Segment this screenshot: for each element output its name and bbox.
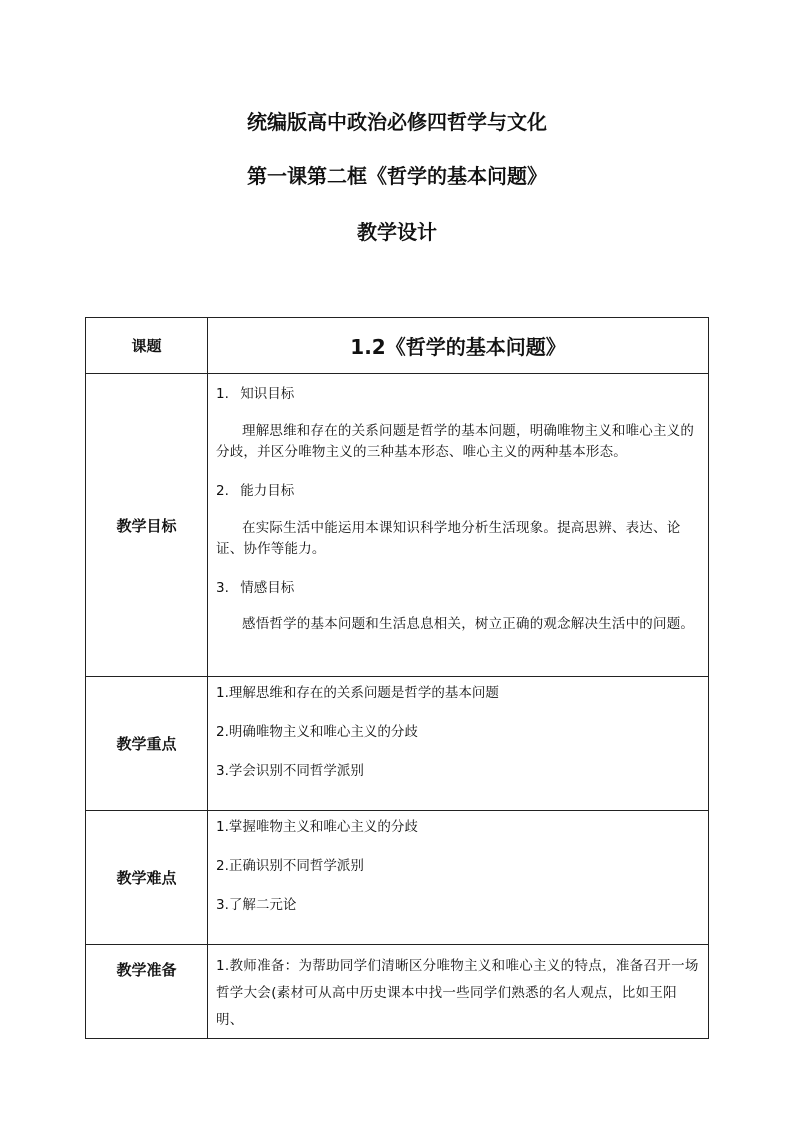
table-row-goals bbox=[86, 374, 709, 677]
difficulties-label: 教学难点 bbox=[86, 811, 208, 945]
list-item: 3.了解二元论 bbox=[216, 896, 297, 913]
goal-title: 知识目标 bbox=[240, 386, 295, 402]
goals-list bbox=[208, 374, 708, 645]
preparation-content bbox=[208, 945, 708, 1038]
goal-heading bbox=[216, 384, 702, 405]
topic-label: 课题 bbox=[86, 318, 208, 374]
table-row-key-points bbox=[86, 677, 709, 811]
goal-title: 情感目标 bbox=[240, 579, 295, 596]
goal-heading bbox=[216, 578, 702, 599]
list-item: 3.学会识别不同哲学派别 bbox=[216, 762, 364, 779]
goal-title: 能力目标 bbox=[240, 482, 295, 499]
goal-number: 3. bbox=[216, 579, 229, 596]
goal-text: 感悟哲学的基本问题和生活息息相关，树立正确的观念解决生活中的问题。 bbox=[242, 616, 695, 633]
difficulties-list bbox=[208, 811, 708, 930]
goal-text: 理解思维和存在的关系问题是哲学的基本问题，明确唯物主义和唯心主义的分歧，并区分唯物主义的三种基本形态、唯心主义的两种基本形态。 bbox=[216, 422, 695, 460]
list-item: 1.掌握唯物主义和唯心主义的分歧 bbox=[216, 819, 418, 835]
preparation-label: 教学准备 bbox=[86, 945, 208, 1039]
table-row-preparation bbox=[86, 945, 709, 1039]
table-row-topic bbox=[86, 318, 709, 374]
document-subtitle: 教学设计 bbox=[357, 220, 437, 244]
topic-value: 1.2《哲学的基本问题》 bbox=[208, 318, 709, 374]
preparation-text: 1.教师准备：为帮助同学们清晰区分唯物主义和唯心主义的特点，准备召开一场哲学大会(素材可从高中历史课本中找一些同学们熟悉的名人观点，比如王阳明、 bbox=[216, 958, 699, 1028]
list-item: 2.正确识别不同哲学派别 bbox=[216, 857, 364, 874]
key-points-label: 教学重点 bbox=[86, 677, 208, 811]
table-row-difficulties bbox=[86, 811, 709, 945]
goal-text: 在实际生活中能运用本课知识科学地分析生活现象。提高思辨、表达、论证、协作等能力。 bbox=[216, 519, 681, 557]
goals-label: 教学目标 bbox=[86, 374, 208, 677]
document-title: 统编版高中政治必修四哲学与文化 bbox=[247, 110, 547, 134]
goal-heading bbox=[216, 481, 702, 502]
lesson-plan-table bbox=[85, 317, 709, 1039]
goal-number: 1. bbox=[216, 386, 229, 402]
list-item: 1.理解思维和存在的关系问题是哲学的基本问题 bbox=[216, 685, 499, 701]
lesson-title: 第一课第二框《哲学的基本问题》 bbox=[247, 164, 547, 188]
goal-number: 2. bbox=[216, 482, 229, 499]
key-points-list bbox=[208, 677, 708, 796]
list-item: 2.明确唯物主义和唯心主义的分歧 bbox=[216, 723, 418, 740]
